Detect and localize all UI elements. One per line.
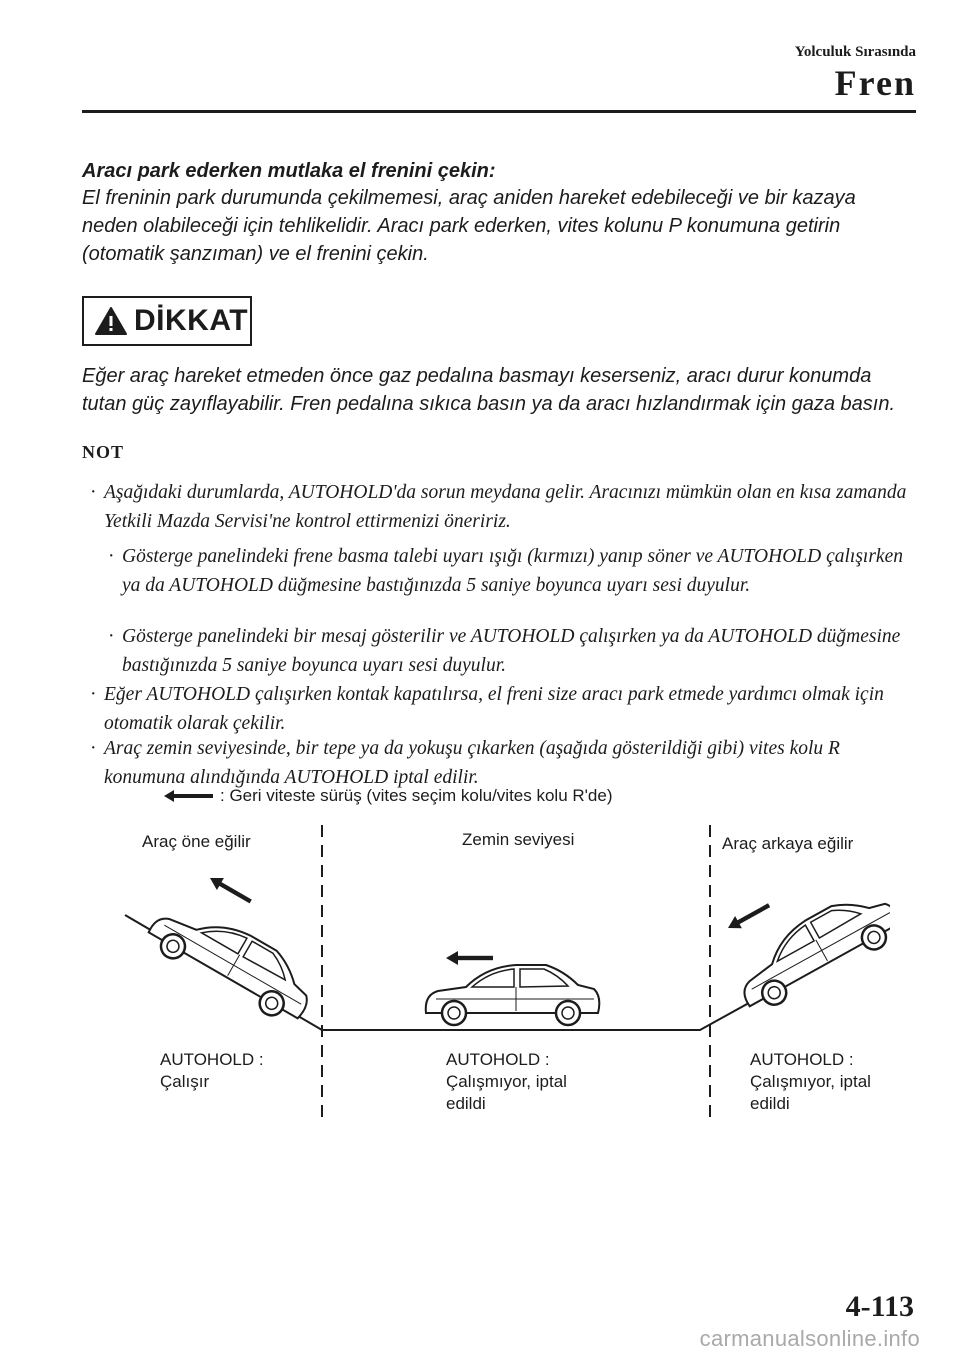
car-level	[426, 965, 600, 1025]
bullet-dot: ·	[108, 626, 115, 647]
note-sub-bullet: · Gösterge panelindeki bir mesaj gösterilir ve AUTOHOLD çalışırken ya da AUTOHOLD düğmesine bastığınızda 5 saniye boyunca uyarı sesi duyulur.	[108, 622, 912, 680]
status-backward-tilt: AUTOHOLD : Çalışmıyor, iptal edildi	[750, 1050, 871, 1113]
car-nose-down	[143, 891, 323, 1030]
caution-box	[82, 296, 252, 346]
bullet-dot: ·	[90, 482, 97, 503]
car-nose-up	[726, 880, 890, 1017]
warning-block	[82, 158, 882, 268]
reverse-arrow-icon	[164, 789, 214, 803]
arrow-left-panel	[207, 872, 255, 908]
bullet-dot: ·	[90, 738, 97, 759]
note-sub-bullet: · Gösterge panelindeki frene basma talebi uyarı ışığı (kırmızı) yanıp söner ve AUTOHOLD çalışırken ya da AUTOHOLD düğmesine bastığınızda 5 saniye boyunca uyarı sesi duyulur.	[108, 542, 912, 600]
bullet-dot: ·	[90, 684, 97, 705]
page-title: Fren	[834, 63, 916, 103]
warning-body: El freninin park durumunda çekilmemesi, araç aniden hareket edebileceği ve bir kazaya neden olabileceği için tehlikelidir. Aracı park ederken, vites kolunu P konumuna getirin (otomatik şanzıman) ve el frenini çekin.	[82, 187, 856, 265]
diagram-legend	[164, 786, 612, 806]
page-number: 4-113	[845, 1290, 914, 1323]
arrow-center-panel	[446, 951, 493, 965]
autohold-diagram	[110, 815, 890, 1130]
warning-heading: Aracı park ederken mutlaka el frenini çekin:	[82, 160, 496, 182]
status-level: AUTOHOLD : Çalışmıyor, iptal edildi	[446, 1050, 567, 1113]
note-title: NOT	[82, 442, 125, 462]
note-bullet: · Araç zemin seviyesinde, bir tepe ya da yokuşu çıkarken (aşağıda gösterildiği gibi) vites kolu R konumuna alındığında AUTOHOLD iptal edilir.	[90, 734, 924, 792]
status-forward-tilt: AUTOHOLD : Çalışır	[160, 1050, 264, 1091]
section-title: Yolculuk Sırasında	[794, 44, 916, 60]
note-bullet: · Aşağıdaki durumlarda, AUTOHOLD'da sorun meydana gelir. Aracınızı mümkün olan en kısa zamanda Yetkili Mazda Servisi'ne kontrol ettirmenizi öneririz.	[90, 478, 924, 536]
warning-triangle-icon	[94, 306, 128, 336]
header-divider	[82, 110, 916, 113]
bullet-dot: ·	[108, 546, 115, 567]
note-bullet: · Eğer AUTOHOLD çalışırken kontak kapatılırsa, el freni size aracı park etmede yardımcı olmak için otomatik olarak çekilir.	[90, 680, 924, 738]
caution-body: Eğer araç hareket etmeden önce gaz pedalına basmayı keserseniz, aracı durur konumda tutan güç zayıflayabilir. Fren pedalına sıkıca basın ya da aracı hızlandırmak için gaza basın.	[82, 365, 896, 415]
caution-label: DİKKAT	[134, 304, 249, 337]
panel-title-forward-tilt: Araç öne eğilir	[142, 832, 251, 851]
watermark: carmanualsonline.info	[699, 1326, 920, 1351]
panel-title-backward-tilt: Araç arkaya eğilir	[722, 834, 854, 853]
arrow-right-panel	[725, 899, 773, 934]
legend-text: : Geri viteste sürüş (vites seçim kolu/vites kolu R'de)	[220, 786, 613, 805]
panel-title-level: Zemin seviyesi	[462, 830, 575, 849]
